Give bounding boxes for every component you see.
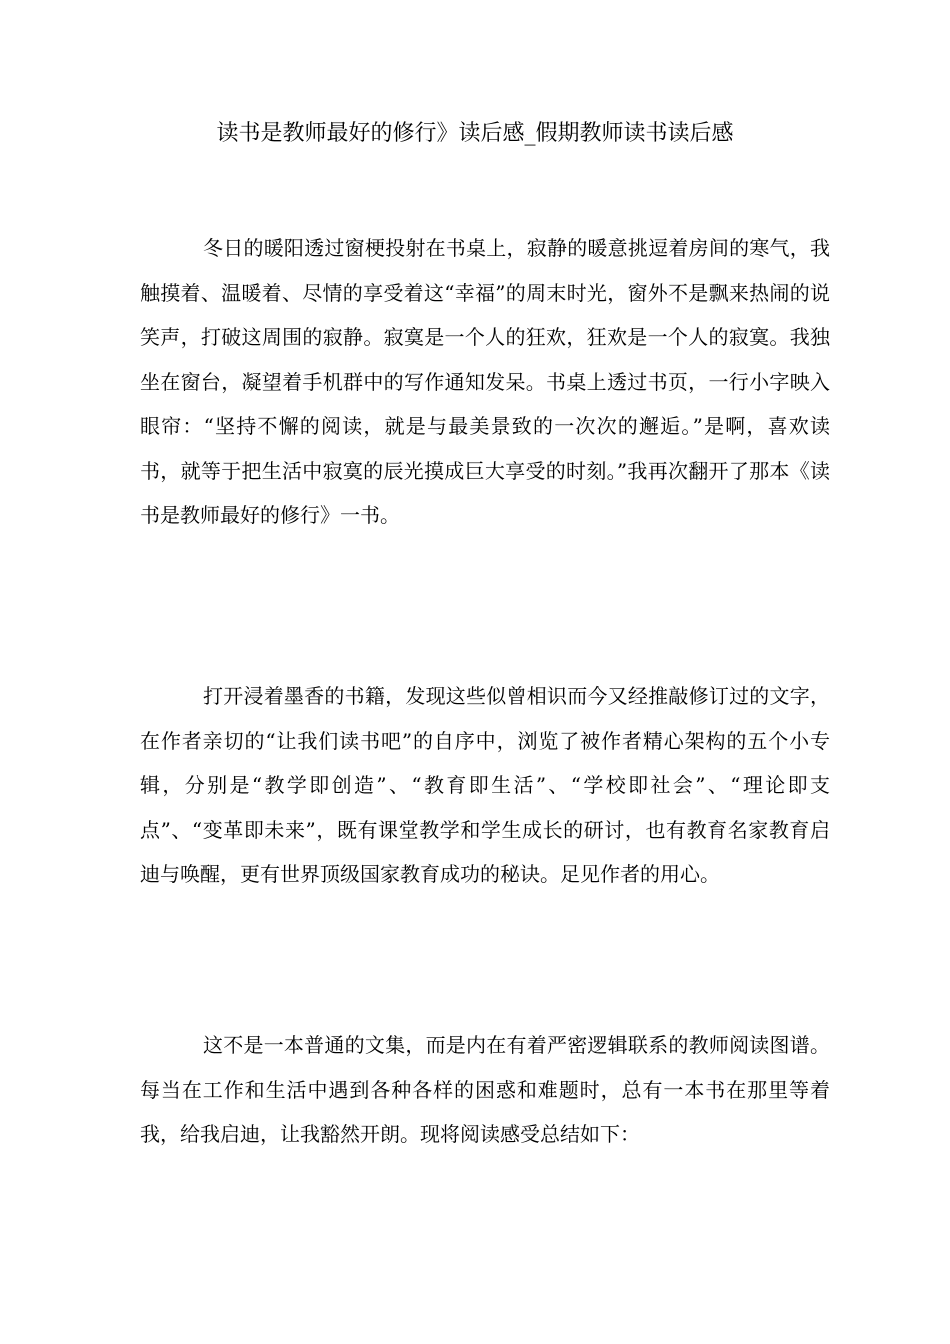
paragraph-1: 冬日的暖阳透过窗梗投射在书桌上，寂静的暖意挑逗着房间的寒气，我触摸着、温暖着、尽情的享受着这“幸福”的周末时光，窗外不是飘来热闹的说笑声，打破这周围的寂静。寂寞是一个人的狂欢，狂欢是一个人的寂寞。我独坐在窗台，凝望着手机群中的写作通知发呆。书桌上透过书页，一行小字映入眼帘：“坚持不懈的阅读，就是与最美景致的一次次的邂逅。”是啊，喜欢读书，就等于把生活中寂寞的辰光摸成巨大享受的时刻。”我再次翻开了那本《读书是教师最好的修行》一书。 [140,236,830,527]
document-title: 读书是教师最好的修行》读后感_假期教师读书读后感 [216,121,734,146]
paragraph-2: 打开浸着墨香的书籍，发现这些似曾相识而今又经推敲修订过的文字，在作者亲切的“让我们读书吧”的自序中，浏览了被作者精心架构的五个小专辑，分别是“教学即创造”、“教育即生活”、“学校即社会”、“理论即支点”、“变革即未来”，既有课堂教学和学生成长的研讨，也有教育名家教育启迪与唤醒，更有世界顶级国家教育成功的秘诀。足见作者的用心。 [140,684,830,886]
paragraph-3: 这不是一本普通的文集，而是内在有着严密逻辑联系的教师阅读图谱。每当在工作和生活中遇到各种各样的困惑和难题时，总有一本书在那里等着我，给我启迪，让我豁然开朗。现将阅读感受总结如下： [140,1033,830,1146]
